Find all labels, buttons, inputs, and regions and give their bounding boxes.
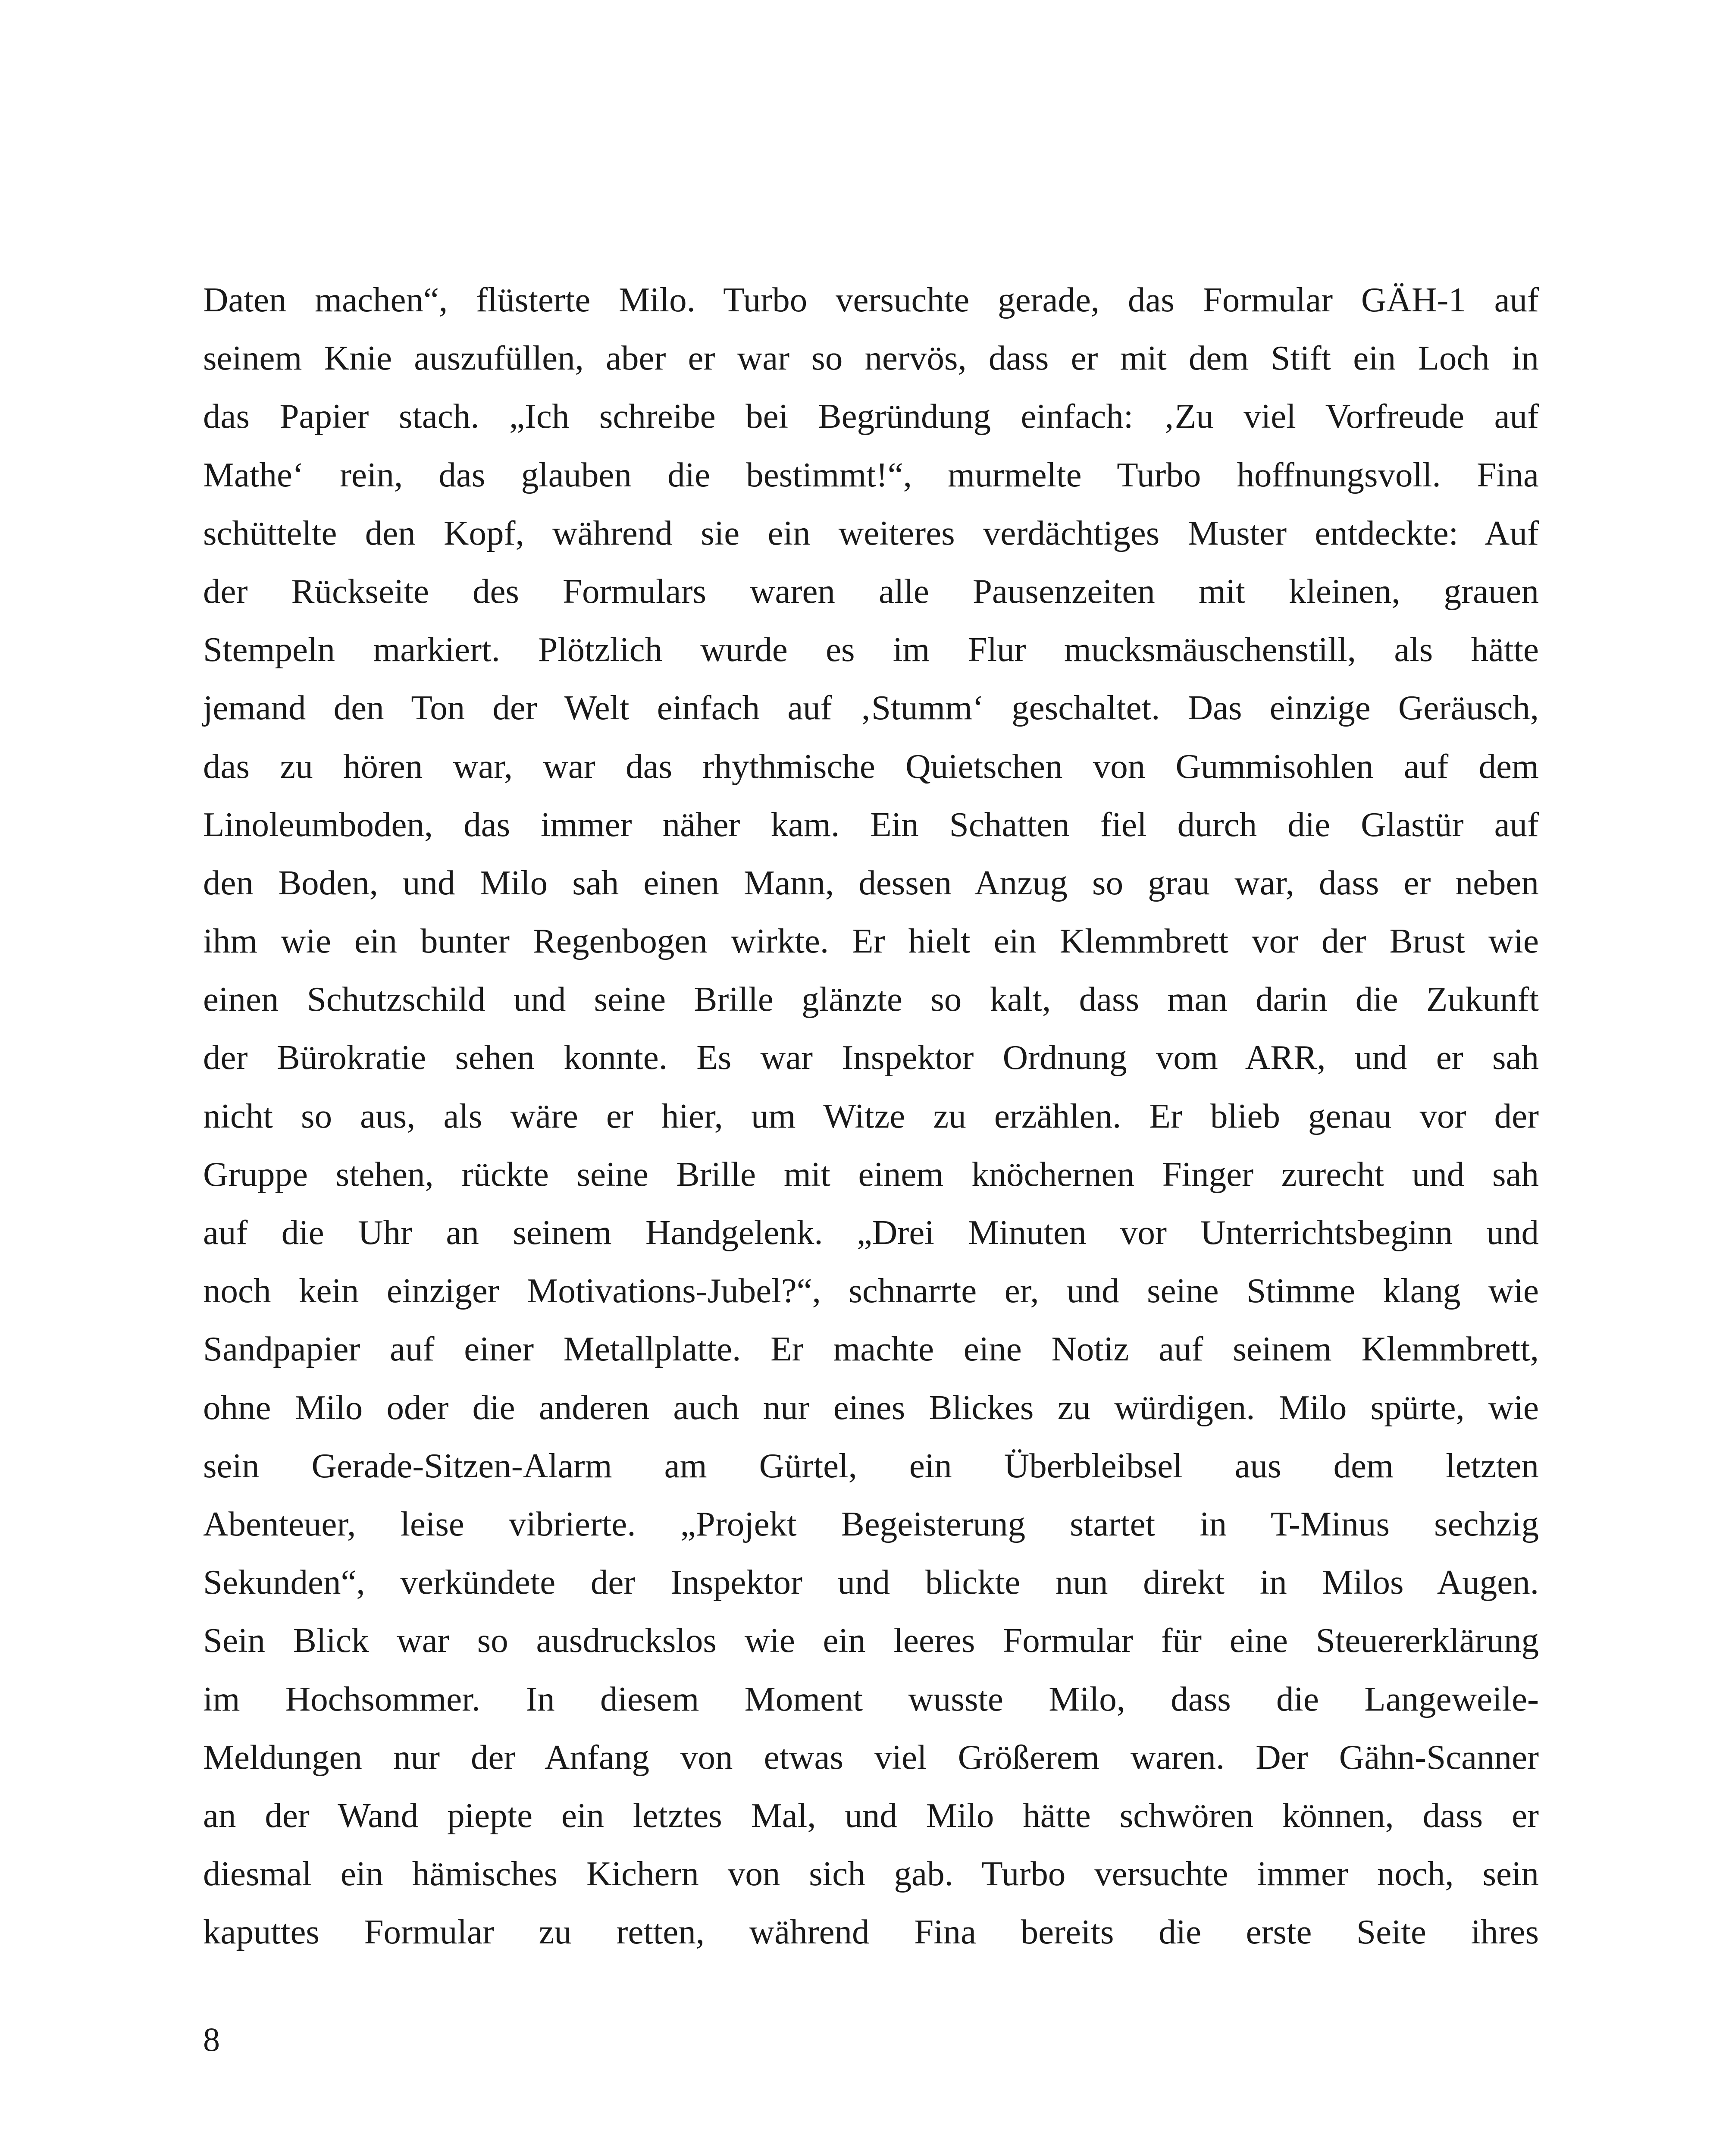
text-line: schüttelte den Kopf, während sie ein weiteres verdächtiges Muster entdeckte: Auf <box>203 513 1539 552</box>
text-line: Linoleumboden, das immer näher kam. Ein Schatten fiel durch die Glastür auf <box>203 805 1539 844</box>
text-line: Meldungen nur der Anfang von etwas viel Größerem waren. Der Gähn-Scanner <box>203 1737 1539 1777</box>
text-line: Sandpapier auf einer Metallplatte. Er machte eine Notiz auf seinem Klemmbrett, <box>203 1329 1539 1369</box>
text-line: noch kein einziger Motivations-Jubel?“, schnarrte er, und seine Stimme klang wie <box>203 1271 1539 1310</box>
text-line: den Boden, und Milo sah einen Mann, dessen Anzug so grau war, dass er neben <box>203 863 1539 902</box>
text-line: nicht so aus, als wäre er hier, um Witze zu erzählen. Er blieb genau vor der <box>203 1096 1539 1135</box>
text-line: kaputtes Formular zu retten, während Fina bereits die erste Seite ihres <box>203 1912 1539 1952</box>
text-line: im Hochsommer. In diesem Moment wusste Milo, dass die Langeweile- <box>203 1679 1539 1718</box>
text-line: Sekunden“, verkündete der Inspektor und blickte nun direkt in Milos Augen. <box>203 1563 1539 1602</box>
text-line: Abenteuer, leise vibrierte. „Projekt Begeisterung startet in T-Minus sechzig <box>203 1504 1539 1543</box>
text-line: einen Schutzschild und seine Brille glänzte so kalt, dass man darin die Zukunft <box>203 980 1539 1019</box>
body-text <box>203 271 1539 1961</box>
text-line: ihm wie ein bunter Regenbogen wirkte. Er hielt ein Klemmbrett vor der Brust wie <box>203 921 1539 961</box>
text-line: diesmal ein hämisches Kichern von sich gab. Turbo versuchte immer noch, sein <box>203 1854 1539 1893</box>
page-number: 8 <box>203 2021 220 2058</box>
text-line: sein Gerade-Sitzen-Alarm am Gürtel, ein Überbleibsel aus dem letzten <box>203 1446 1539 1485</box>
text-line: ohne Milo oder die anderen auch nur eines Blickes zu würdigen. Milo spürte, wie <box>203 1388 1539 1427</box>
text-line: jemand den Ton der Welt einfach auf ‚Stumm‘ geschaltet. Das einzige Geräusch, <box>203 688 1539 727</box>
text-line: Daten machen“, flüsterte Milo. Turbo versuchte gerade, das Formular GÄH-1 auf <box>203 280 1539 319</box>
text-line: an der Wand piepte ein letztes Mal, und Milo hätte schwören können, dass er <box>203 1796 1539 1835</box>
text-line: das zu hören war, war das rhythmische Quietschen von Gummisohlen auf dem <box>203 746 1539 786</box>
text-line: auf die Uhr an seinem Handgelenk. „Drei Minuten vor Unterrichtsbeginn und <box>203 1213 1539 1252</box>
text-line: Stempeln markiert. Plötzlich wurde es im Flur mucksmäuschenstill, als hätte <box>203 630 1539 669</box>
text-line: der Rückseite des Formulars waren alle Pausenzeiten mit kleinen, grauen <box>203 571 1539 611</box>
text-line: das Papier stach. „Ich schreibe bei Begründung einfach: ‚Zu viel Vorfreude auf <box>203 397 1539 436</box>
text-line: Sein Blick war so ausdruckslos wie ein leeres Formular für eine Steuererklärung <box>203 1621 1539 1660</box>
text-line: Gruppe stehen, rückte seine Brille mit einem knöchernen Finger zurecht und sah <box>203 1154 1539 1194</box>
text-line: seinem Knie auszufüllen, aber er war so nervös, dass er mit dem Stift ein Loch in <box>203 338 1539 378</box>
text-line: der Bürokratie sehen konnte. Es war Inspektor Ordnung vom ARR, und er sah <box>203 1038 1539 1077</box>
text-line: Mathe‘ rein, das glauben die bestimmt!“, murmelte Turbo hoffnungsvoll. Fina <box>203 455 1539 494</box>
